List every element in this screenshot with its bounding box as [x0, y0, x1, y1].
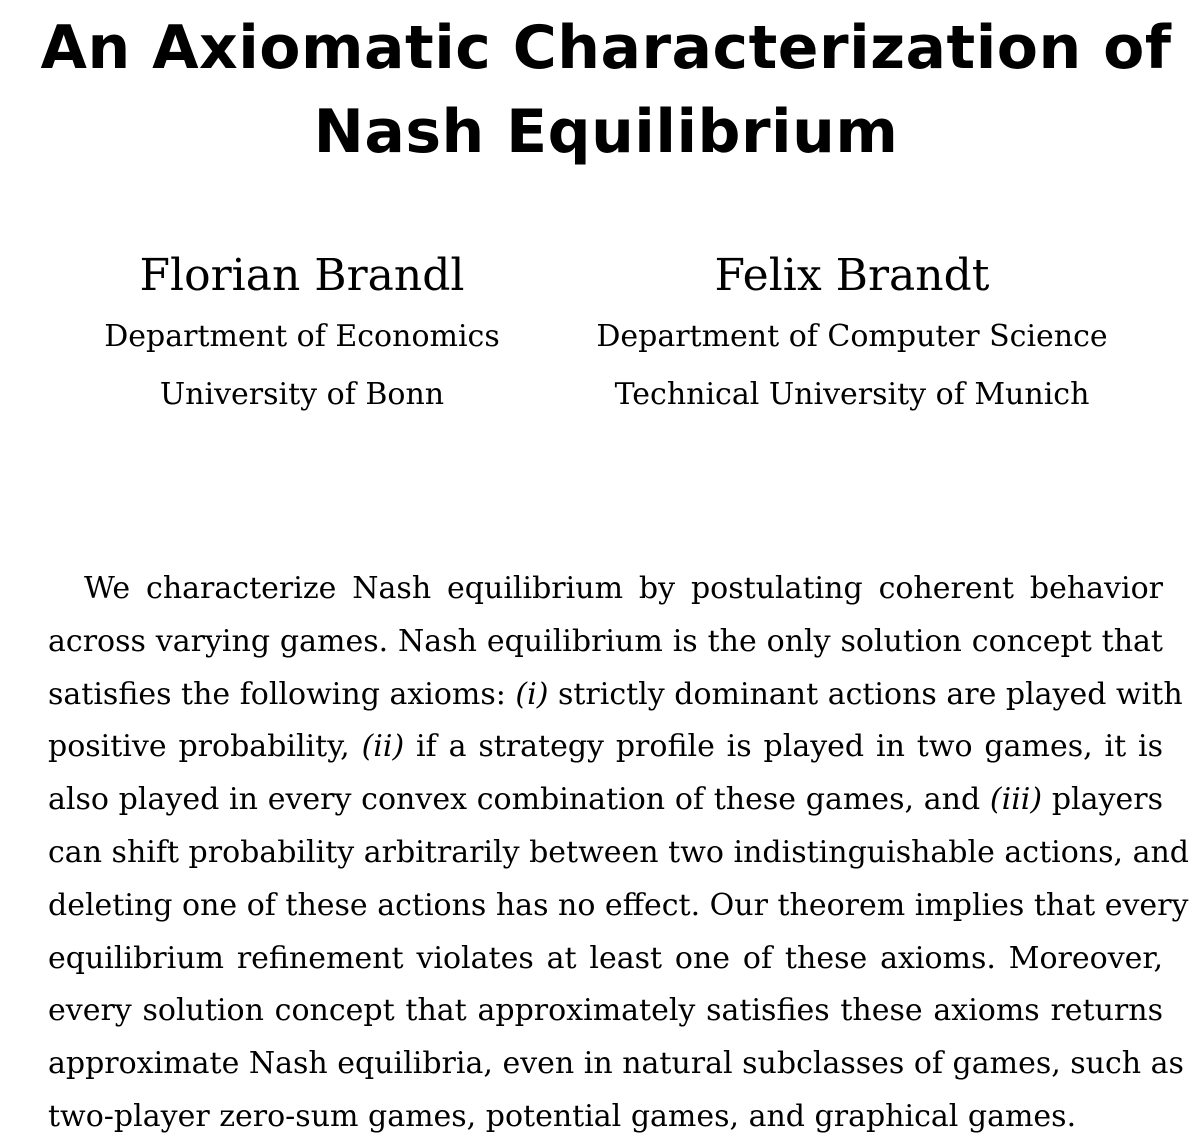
- author-block: [572, 244, 1132, 424]
- abstract-text: every solution concept that approximately satisfies these axioms returns: [48, 993, 1163, 1029]
- author-institution: Technical University of Munich: [614, 377, 1090, 412]
- title-line: Nash Equilibrium: [313, 97, 899, 167]
- author-department: Department of Computer Science: [596, 319, 1108, 354]
- abstract-text: strictly dominant actions are played with: [548, 676, 1183, 712]
- abstract-text: also played in every convex combination of these games, and: [48, 782, 990, 818]
- axiom-label: (iii): [989, 782, 1043, 818]
- axiom-label: (ii): [361, 729, 405, 765]
- abstract-line: [48, 1038, 1184, 1091]
- author-institution: University of Bonn: [159, 377, 445, 412]
- abstract-text: satisfies the following axioms:: [48, 676, 516, 712]
- author-block: [22, 244, 582, 424]
- author-name: Florian Brandl: [139, 250, 465, 301]
- abstract-text: positive probability,: [48, 729, 362, 765]
- abstract-text: two-player zero-sum games, potential games, and graphical games.: [48, 1098, 1077, 1134]
- abstract-text: approximate Nash equilibria, even in natural subclasses of games, such as: [48, 1046, 1184, 1082]
- abstract-text: players: [1042, 782, 1163, 818]
- abstract-line: [48, 933, 1163, 986]
- author-department: Department of Economics: [104, 319, 500, 354]
- abstract-text: deleting one of these actions has no effect. Our theorem implies that every: [48, 887, 1189, 923]
- abstract-line: [48, 880, 1189, 933]
- abstract-text: equilibrium refinement violates at least one of these axioms. Moreover,: [48, 940, 1163, 976]
- abstract: [48, 563, 1189, 1144]
- title-line: An Axiomatic Characterization of: [40, 13, 1172, 83]
- abstract-line: [48, 563, 1163, 616]
- abstract-line: [48, 616, 1163, 669]
- paper-title: [0, 6, 1200, 174]
- abstract-line: [48, 1091, 1163, 1144]
- abstract-text: can shift probability arbitrarily between two indistinguishable actions, and: [48, 834, 1189, 870]
- abstract-text: if a strategy profile is played in two games, it is: [404, 729, 1163, 765]
- abstract-text: We characterize Nash equilibrium by postulating coherent behavior: [84, 571, 1163, 606]
- abstract-line: [48, 669, 1183, 722]
- abstract-line: [48, 985, 1163, 1038]
- abstract-line: [48, 827, 1189, 880]
- author-name: Felix Brandt: [714, 250, 990, 301]
- abstract-line: [48, 721, 1163, 774]
- abstract-text: across varying games. Nash equilibrium is the only solution concept that: [48, 623, 1163, 659]
- abstract-line: [48, 774, 1163, 827]
- axiom-label: (i): [515, 676, 549, 712]
